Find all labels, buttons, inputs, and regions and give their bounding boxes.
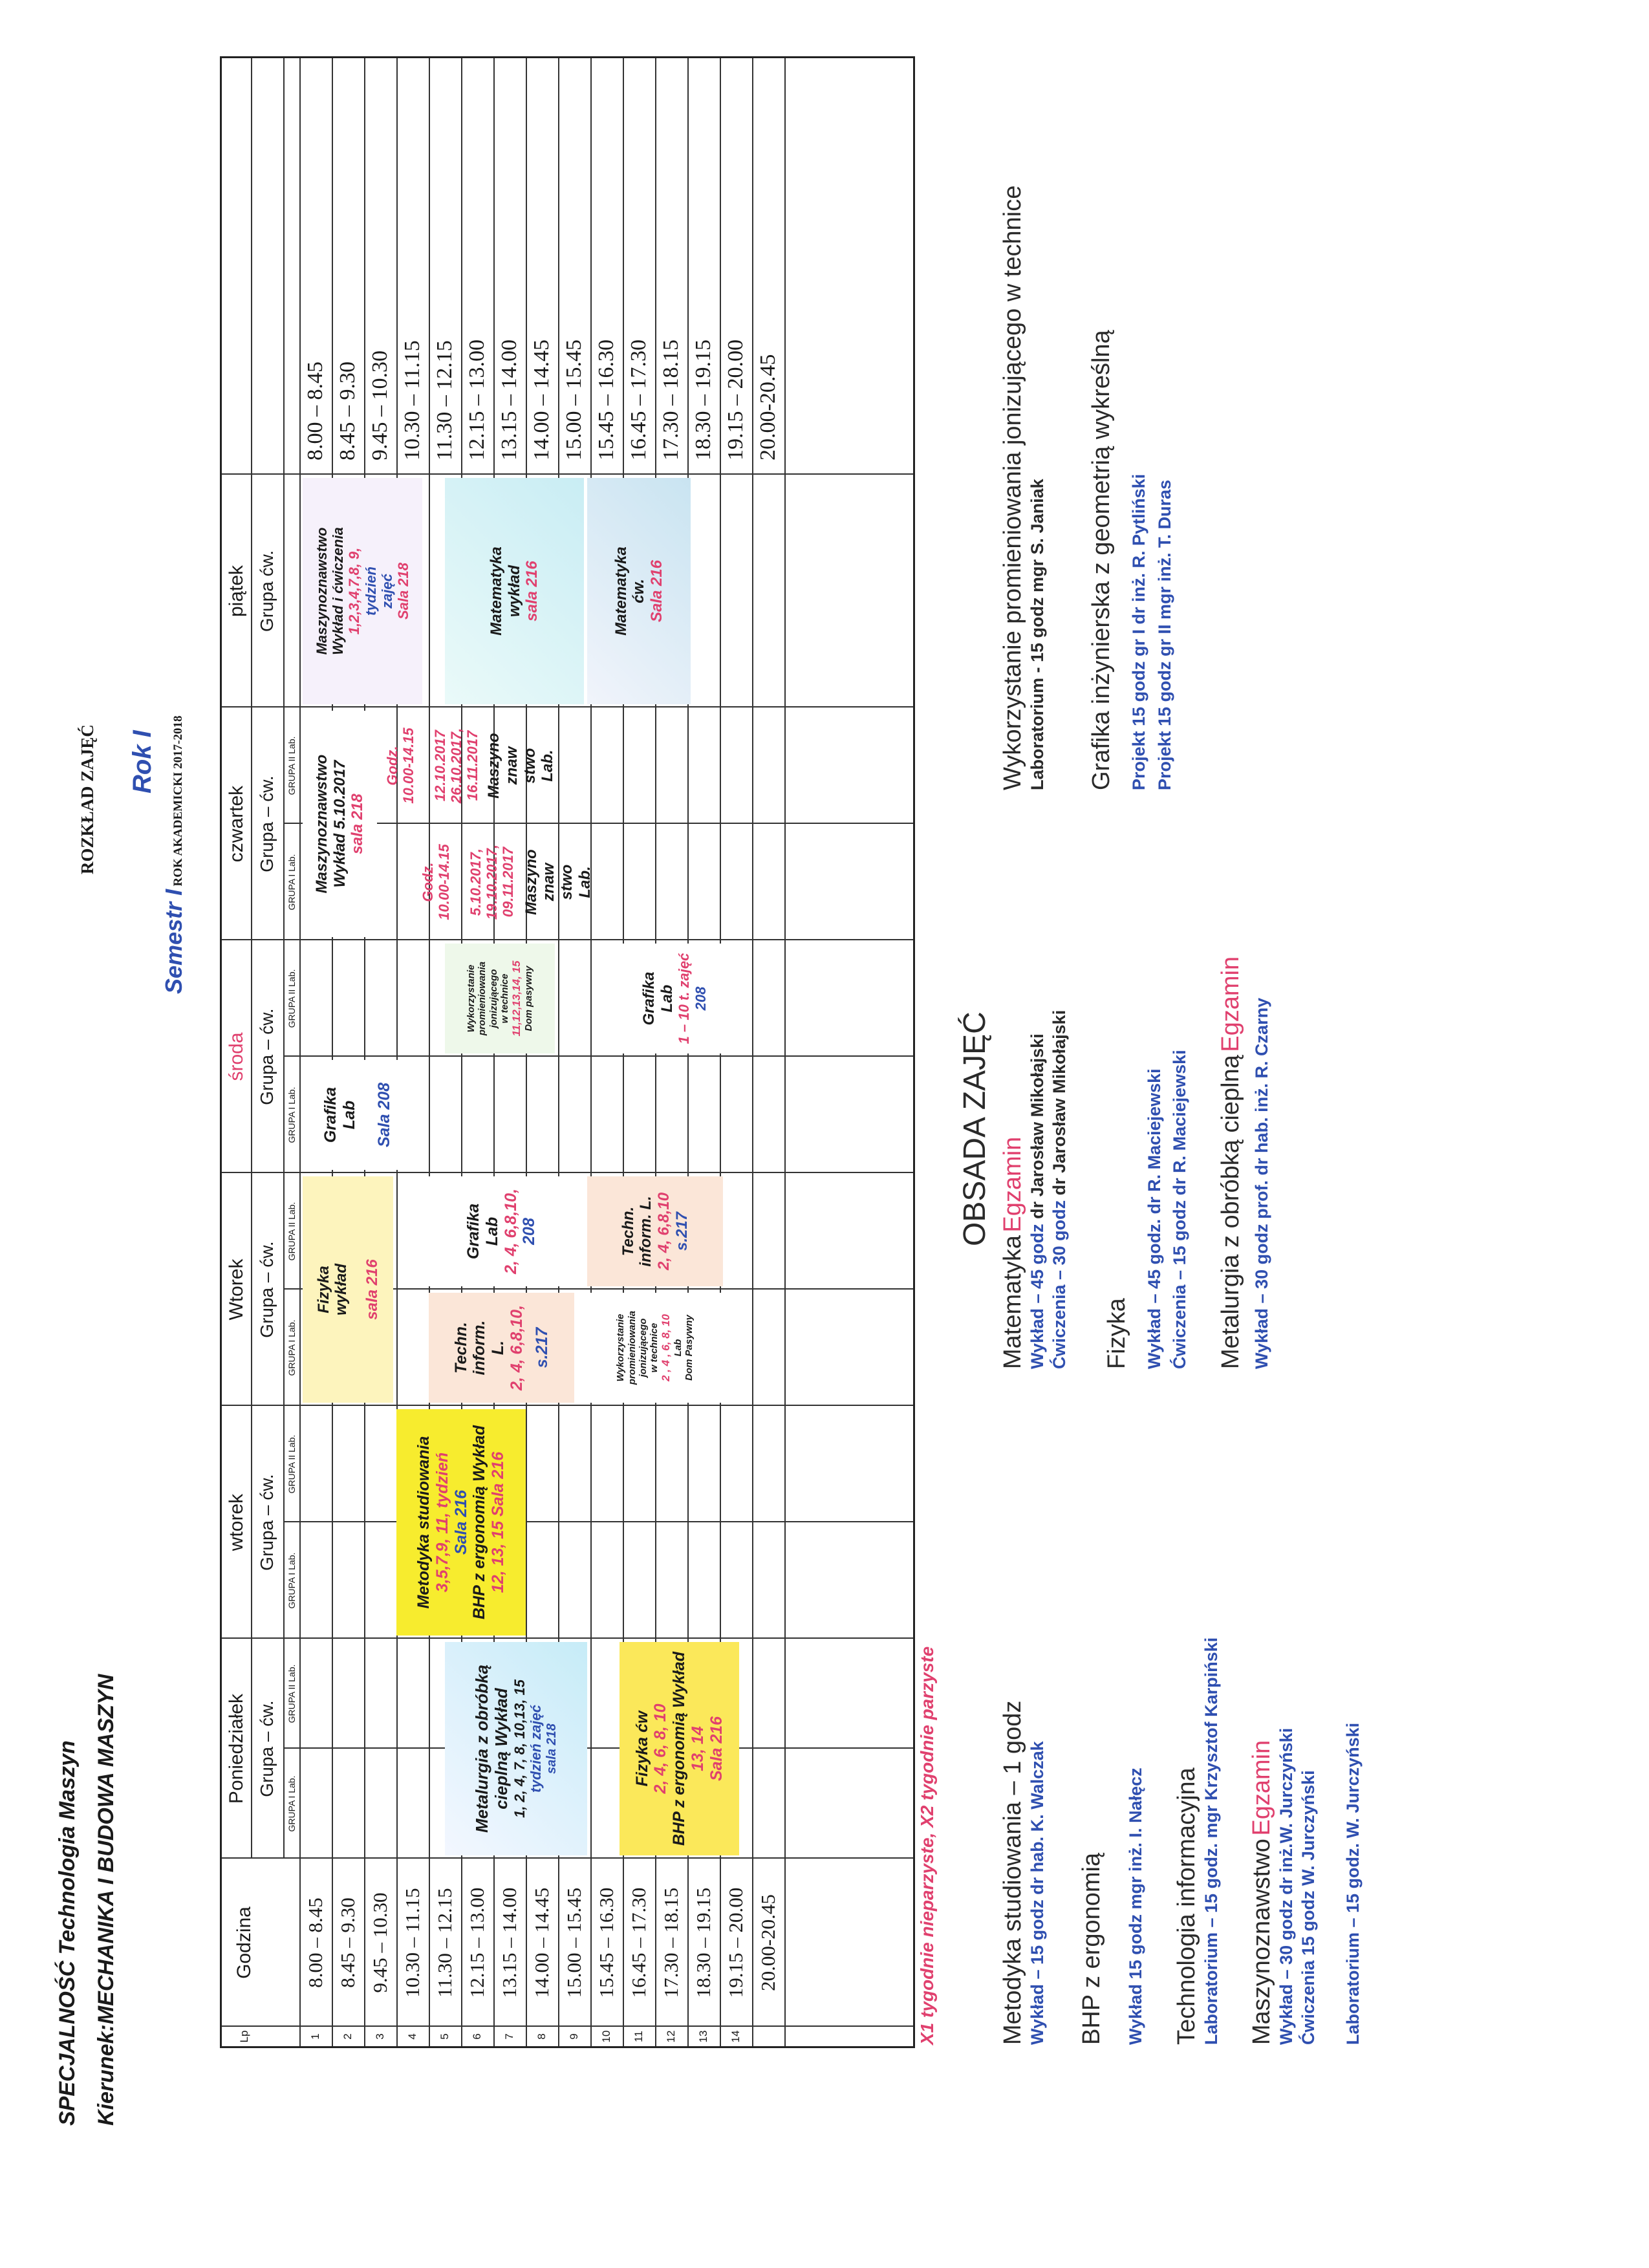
line: BHP z ergonomią Wykład: [670, 1651, 689, 1846]
row-time-right: 19.15 – 20.00: [724, 340, 748, 460]
staff-fizyka-2: Ćwiczenia – 15 godz dr R. Maciejewski: [1170, 1050, 1190, 1369]
row-lp: 3: [374, 2033, 386, 2040]
line: Wykład 5.10.2017: [330, 760, 349, 888]
block-czw-g2-dates: [426, 711, 487, 821]
line: Fizyka: [314, 1266, 332, 1313]
block-wt2-fizyka-wyklad[interactable]: [303, 1176, 393, 1403]
line: ćw.: [630, 579, 648, 603]
grid-vline: [222, 1637, 913, 1639]
grupa-ii-wt2: GRUPA II Lab.: [286, 1202, 297, 1261]
day-wtorek: wtorek: [225, 1493, 247, 1551]
godzina-header: Godzina: [233, 1906, 255, 1979]
row-time: 14.00 – 14.45: [530, 1887, 553, 1998]
row-time: 13.15 – 14.00: [498, 1887, 521, 1998]
course-fizyka: Fizyka: [1103, 1298, 1130, 1369]
staff-wykorzystanie: Laboratorium - 15 godz mgr S. Janiak: [1028, 479, 1047, 790]
grupa-pon: Grupa – ćw.: [257, 1700, 277, 1797]
row-time-right: 8.00 – 8.45: [303, 362, 327, 460]
obsada-title: OBSADA ZAJĘĆ: [958, 1011, 992, 1246]
line: promieniowania: [477, 961, 488, 1036]
line: Metalurgia z obróbką: [472, 1664, 492, 1833]
course-metalurgia-row: [1217, 787, 1245, 1369]
grid-vline: [222, 1405, 913, 1406]
staff-matematyka-1: Wykład – 45 godz dr Jarosław Mikołajski: [1028, 1033, 1047, 1369]
row-time: 19.15 – 20.00: [724, 1887, 747, 1998]
rozklad-title: ROZKŁAD ZAJĘĆ: [78, 724, 97, 874]
schedule-table: [220, 56, 915, 2048]
row-lp: 8: [535, 2033, 548, 2040]
line: Grafika: [464, 1203, 482, 1260]
course-maszynoznawstwo: Maszynoznawstwo: [1248, 1839, 1276, 2045]
line: tydzień: [362, 567, 379, 616]
line: zajęć: [378, 574, 395, 609]
semestr-label: Semestr I: [160, 889, 187, 994]
obsada-column-1: [999, 1463, 1364, 2045]
grid-vline: [283, 1055, 913, 1057]
line: 10.00-14.15: [400, 728, 416, 804]
line: sala 216: [523, 561, 541, 621]
block-pt-matematyka-cw[interactable]: [587, 478, 691, 704]
line: jonizującego: [637, 1318, 649, 1377]
block-czw-g1-dates: [461, 827, 523, 937]
day-czwartek: czwartek: [225, 785, 247, 863]
course-technologia: Technologia informacyjna: [1172, 1767, 1200, 2045]
line: 208: [692, 986, 709, 1011]
block-wt2-grafika-lab[interactable]: [429, 1176, 574, 1286]
line: Sala 216: [451, 1489, 470, 1555]
grid-vline: [222, 939, 913, 940]
grupa-ii-czw: GRUPA II Lab.: [286, 736, 297, 795]
row-lp: 14: [729, 2030, 742, 2043]
staff-maszynoznawstwo-1: Wykład – 30 godz dr inż.W. Jurczyński: [1277, 1727, 1297, 2045]
row-time: 8.45 – 9.30: [336, 1897, 359, 1988]
line: Lab: [658, 984, 676, 1013]
line: Wykład i ćwiczenia: [329, 527, 346, 655]
row-time-right: 15.45 – 16.30: [594, 340, 618, 460]
line: sala 218: [349, 794, 367, 854]
course-matematyka-row: [999, 787, 1027, 1369]
grupa-i-sr: GRUPA I Lab.: [286, 1086, 297, 1143]
line: 11,12,13,14, 15: [510, 960, 523, 1037]
line: znaw: [540, 863, 558, 902]
grupa-i-czw: GRUPA I Lab.: [286, 854, 297, 911]
row-time: 11.30 – 12.15: [433, 1888, 456, 1998]
grupa-czw: Grupa – ćw.: [257, 775, 277, 872]
staff-bhp: Wykład 15 godz mgr inż. I. Nałęcz: [1125, 1767, 1145, 2045]
row-time-right: 12.15 – 13.00: [465, 340, 489, 460]
line: Dom pasywny: [523, 966, 534, 1031]
block-czw-g1-lab[interactable]: [523, 827, 594, 937]
day-sroda: środa: [225, 1032, 247, 1081]
line: s.217: [673, 1211, 691, 1251]
line: 13, 14: [688, 1726, 707, 1771]
line: promieniowania: [626, 1310, 638, 1385]
staff-grafika-2: Projekt 15 godz gr II mgr inż. T. Duras: [1154, 479, 1174, 790]
row-time-right: 17.30 – 18.15: [659, 340, 683, 460]
line: wykład: [332, 1263, 350, 1316]
line: 09.11.2017: [500, 847, 517, 918]
line: 2, 4, 6,8,10: [655, 1192, 673, 1271]
staff-maszynoznawstwo-2: Ćwiczenia 15 godz W. Jurczyński: [1299, 1770, 1318, 2045]
block-wt2-techn-inform-2[interactable]: [587, 1176, 723, 1286]
block-pon-metalurgia[interactable]: [445, 1642, 587, 1855]
staff-grafika-1: Projekt 15 godz gr I dr inż. R. Pytliński: [1128, 473, 1148, 790]
course-bhp: BHP z ergonomią: [1077, 1852, 1105, 2045]
grupa-ii-pon: GRUPA II Lab.: [286, 1664, 297, 1723]
block-pt-maszynoznawstwo[interactable]: [303, 478, 422, 704]
line: L.: [489, 1340, 508, 1355]
grid-hline: [784, 58, 786, 2046]
line: s.217: [532, 1327, 551, 1368]
line: Lab: [673, 1339, 684, 1357]
day-poniedzialek: Poniedziałek: [225, 1693, 247, 1804]
line: Techn.: [451, 1322, 470, 1374]
egzamin-matematyka: Egzamin: [999, 1136, 1026, 1233]
line: w technice: [649, 1323, 660, 1373]
line: inform.: [470, 1320, 489, 1376]
line: jonizującego: [488, 969, 499, 1028]
line: 10.00-14.15: [436, 844, 452, 920]
course-wykorzystanie: Wykorzystanie promieniowania jonizującego w technice: [999, 185, 1026, 790]
row-time-right: 8.45 – 9.30: [336, 362, 360, 460]
grid-vline: [222, 1172, 913, 1173]
row-time: 20.00-20.45: [757, 1894, 779, 1991]
line: Sala 218: [395, 562, 412, 620]
row-time-right: 10.30 – 11.15: [400, 340, 424, 460]
row-lp: 9: [568, 2033, 580, 2040]
row-lp: 11: [632, 2031, 645, 2042]
course-maszynoznawstwo-row: [1248, 1463, 1276, 2045]
course-metalurgia: Metalurgia z obróbką cieplną: [1217, 1055, 1244, 1369]
obsada-column-2: [999, 787, 1273, 1369]
row-lp: 5: [438, 2033, 451, 2040]
line: stwo: [521, 748, 539, 784]
line: Matematyka: [488, 546, 506, 636]
line: 12, 13, 15 Sala 216: [489, 1451, 508, 1593]
line: 1, 2, 4, 7, 8, 10,13, 15: [512, 1679, 528, 1819]
line: znaw: [502, 746, 521, 785]
line: 19.10.2017,: [483, 844, 500, 920]
block-pon-fizyka-bhp[interactable]: [620, 1642, 739, 1855]
block-czw-maszynoznawstwo-wyklad[interactable]: [303, 711, 377, 937]
line: Wykorzystanie: [466, 964, 477, 1033]
day-piatek: piątek: [225, 565, 247, 618]
staff-maszynoznawstwo-3: Laboratorium – 15 godz. W. Jurczyński: [1342, 1722, 1363, 2045]
grupa-i-wt2: GRUPA I Lab.: [286, 1319, 297, 1376]
row-lp: 13: [697, 2030, 709, 2043]
block-wt-metodyka-bhp[interactable]: [396, 1409, 526, 1636]
line: Lab: [340, 1100, 359, 1130]
line: Fizyka ćw: [632, 1711, 651, 1787]
staff-fizyka-1: Wykład – 45 godz. dr R. Maciejewski: [1144, 1068, 1164, 1369]
egzamin-metalurgia: Egzamin: [1217, 956, 1244, 1052]
line: Sala 208: [374, 1082, 393, 1148]
line: Maszynoznawstwo: [313, 527, 330, 655]
line: Maszyno: [522, 849, 540, 915]
line: tydzień zajęć: [528, 1705, 544, 1793]
line: Metodyka studiowania: [415, 1436, 433, 1609]
staff-metalurgia: Wykład – 30 godz prof. dr hab. inż. R. Czarny: [1252, 997, 1271, 1369]
line: 12.10.2017: [431, 729, 448, 802]
line: 2, 4, 6, 8, 10: [651, 1703, 670, 1794]
row-time: 9.45 – 10.30: [369, 1892, 391, 1993]
legend-parity: X1 tygodnie nieparzyste, X2 tygodnie parzyste: [917, 1646, 937, 2045]
line: Lab.: [539, 750, 557, 782]
line: Techn.: [619, 1206, 637, 1257]
row-lp: [752, 2027, 784, 2046]
block-sr-grafika-lab-1[interactable]: [303, 1060, 413, 1170]
staff-matematyka-2: Ćwiczenia – 30 godz dr Jarosław Mikołajski: [1049, 1010, 1069, 1369]
row-lp: 2: [341, 2033, 354, 2040]
line: BHP z ergonomią Wykład: [470, 1425, 489, 1620]
line: 16.11.2017: [464, 730, 481, 801]
grid-vline: [283, 823, 913, 824]
line: sala 218: [544, 1723, 559, 1774]
line: 1 – 10 t. zajęć: [676, 953, 693, 1044]
grupa-i-pon: GRUPA I Lab.: [286, 1775, 297, 1832]
course-metodyka: Metodyka studiowania – 1 godz: [999, 1700, 1026, 2045]
grupa-wt: Grupa – ćw.: [257, 1474, 277, 1571]
line: inform. L.: [637, 1196, 655, 1267]
line: 1,2,3,4,7,8, 9,: [346, 547, 363, 635]
line: sala 216: [363, 1259, 381, 1320]
lp-header: Lp: [238, 2030, 250, 2043]
grupa-wt2: Grupa – ćw.: [257, 1241, 277, 1338]
row-time: 15.45 – 16.30: [595, 1887, 618, 1998]
block-sr-grafika-lab-2[interactable]: [620, 944, 729, 1053]
course-matematyka: Matematyka: [999, 1235, 1026, 1369]
block-czw-g2-lab[interactable]: [487, 711, 555, 821]
block-pt-matematyka-wyklad[interactable]: [445, 478, 584, 704]
line: 3,5,7,9, 11, tydzień: [433, 1452, 451, 1593]
line: w technice: [499, 973, 510, 1024]
grupa-sr: Grupa – ćw.: [257, 1008, 277, 1105]
line: Lab: [482, 1216, 501, 1246]
line: 5.10.2017,: [467, 848, 484, 916]
staff-technologia: Laboratorium – 15 godz. mgr Krzysztof Karpiński: [1201, 1637, 1221, 2045]
line: Sala 216: [707, 1716, 726, 1782]
line: Wykorzystanie: [615, 1313, 627, 1382]
grid-vline: [283, 1521, 913, 1522]
row-time: 12.15 – 13.00: [466, 1887, 488, 1998]
row-time: 18.30 – 19.15: [692, 1887, 715, 1998]
line: Lab.: [576, 866, 594, 898]
semestr-line: [160, 716, 188, 994]
grupa-ii-sr: GRUPA II Lab.: [286, 969, 297, 1028]
line: 208: [520, 1218, 539, 1245]
line: cieplną Wykład: [491, 1688, 512, 1809]
row-lp: 10: [600, 2030, 612, 2043]
line: 2 , 4 , 6, 8, 10: [660, 1314, 673, 1381]
line: Godz.: [419, 862, 436, 902]
line: Dom Pasywny: [684, 1315, 695, 1381]
line: stwo: [558, 864, 576, 900]
row-time-right: 18.30 – 19.15: [691, 340, 715, 460]
grid-vline: [222, 706, 913, 707]
specialnosc-line: SPECJALNOŚĆ Technologia Maszyn: [55, 1740, 80, 2126]
row-time: 15.00 – 15.45: [563, 1887, 585, 1998]
line: Maszynoznawstwo: [313, 754, 331, 894]
egzamin-maszynoznawstwo: Egzamin: [1248, 1740, 1276, 1836]
line: Godz.: [383, 746, 400, 786]
line: Matematyka: [612, 546, 630, 636]
row-lp: 6: [471, 2033, 483, 2040]
line: 26.10.2017,: [447, 728, 464, 804]
block-czw-g2-godz: [377, 711, 424, 821]
kierunek-line: Kierunek:MECHANIKA I BUDOWA MASZYN: [94, 1674, 118, 2126]
line: wykład: [505, 565, 523, 618]
block-czw-g1-godz: [413, 827, 459, 937]
row-time-right: 16.45 – 17.30: [627, 340, 651, 460]
staff-metodyka: Wykład – 15 godz dr hab. K. Walczak: [1028, 1741, 1047, 2045]
row-time-right: 14.00 – 14.45: [530, 340, 554, 460]
rok-akademicki: ROK AKADEMICKI 2017-2018: [171, 715, 185, 887]
day-wtorek-2: Wtorek: [225, 1258, 247, 1321]
block-sr-wykorzystanie[interactable]: [445, 944, 555, 1053]
line: Sala 216: [647, 559, 665, 623]
row-lp: 4: [406, 2033, 418, 2040]
grupa-ii-wt: GRUPA II Lab.: [286, 1434, 297, 1494]
line: Grafika: [321, 1086, 340, 1143]
obsada-column-3: [999, 47, 1176, 790]
row-time: 16.45 – 17.30: [627, 1887, 650, 1998]
row-time-right: 11.30 – 12.15: [433, 340, 457, 460]
row-time-right: 20.00-20.45: [756, 354, 780, 460]
line: Maszyno: [485, 733, 503, 799]
block-wt2-wykorzystanie[interactable]: [587, 1293, 723, 1403]
row-lp: 1: [309, 2033, 321, 2040]
course-grafika: Grafika inżynierska z geometrią wykreślną: [1087, 330, 1115, 790]
block-wt2-techn-inform-1[interactable]: [429, 1293, 574, 1403]
rok-title: Rok I: [128, 730, 156, 794]
line: 2, 4, 6,8,10,: [507, 1304, 526, 1391]
row-time: 17.30 – 18.15: [660, 1887, 682, 1998]
row-time-right: 15.00 – 15.45: [562, 340, 586, 460]
row-time: 8.00 – 8.45: [304, 1897, 327, 1988]
row-time: 10.30 – 11.15: [401, 1888, 424, 1998]
grupa-i-wt: GRUPA I Lab.: [286, 1552, 297, 1609]
row-lp: 7: [503, 2033, 515, 2040]
grid-vline: [283, 1747, 913, 1749]
row-time-right: 13.15 – 14.00: [497, 340, 521, 460]
line: Grafika: [640, 971, 658, 1026]
grupa-pt: Grupa ćw.: [257, 550, 277, 632]
row-time-right: 9.45 – 10.30: [368, 351, 392, 460]
row-lp: 12: [665, 2030, 677, 2043]
line: 2, 4, 6,8,10,: [501, 1188, 520, 1275]
